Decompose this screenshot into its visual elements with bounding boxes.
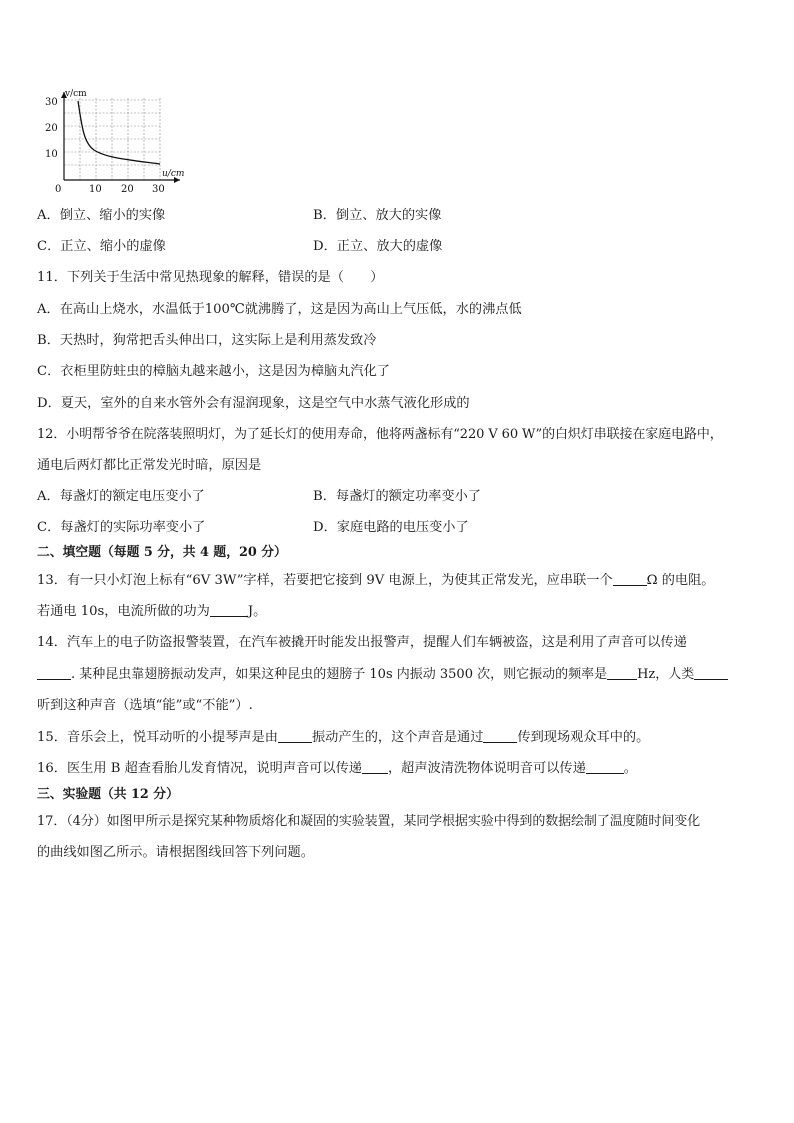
q10-option-a: A．倒立、缩小的实像 <box>37 208 166 223</box>
q16-text-b: ，超声波清洗物体说明音可以传递 <box>387 761 586 776</box>
q11-stem: 11．下列关于生活中常见热现象的解释，错误的是（ ） <box>37 270 384 285</box>
graph-grid <box>64 98 160 180</box>
q12-option-b: B．每盏灯的额定功率变小了 <box>313 489 481 504</box>
q14-text-b: Hz，人类 <box>637 667 695 682</box>
y-axis-label: v/cm <box>65 89 87 99</box>
q13-line1 <box>37 572 715 590</box>
image-distance-graph <box>40 88 190 198</box>
section-fill-in-heading: 二、填空题（每题 5 分，共 4 题，20 分） <box>37 545 287 560</box>
q11-option-a: A．在高山上烧水，水温低于100℃就沸腾了，这是因为高山上气压低，水的沸点低 <box>37 302 522 317</box>
q13-text-c: 若通电 10s，电流所做的功为 <box>37 604 210 619</box>
q13-text-d: J。 <box>247 604 267 619</box>
q13-text-a: 13．有一只小灯泡上标有“6V 3W”字样，若要把它接到 9V 电源上，为使其正常发光，应串联一个 <box>37 573 613 588</box>
q15-line <box>37 729 649 747</box>
y-tick-30: 30 <box>45 97 58 108</box>
q13-text-b: Ω 的电阻。 <box>646 573 715 588</box>
q17-line1: 17．（4分）如图甲所示是探究某种物质熔化和凝固的实验装置，某同学根据实验中得到的数据绘制了温度随时间变化 <box>37 814 701 829</box>
origin-label: 0 <box>55 184 62 195</box>
y-tick-20: 20 <box>45 123 58 134</box>
q14-line3: 听到这种声音（选填“能”或“不能”）. <box>37 698 253 713</box>
q13-blank-2 <box>210 603 248 617</box>
graph-curve <box>78 101 160 164</box>
q11-option-d: D．夏天，室外的自来水管外会有湿润现象，这是空气中水蒸气液化形成的 <box>37 396 470 411</box>
q14-text-a: . 某种昆虫靠翅膀振动发声，如果这种昆虫的翅膀子 10s 内振动 3500 次，则它振动的频率是 <box>71 667 608 682</box>
q12-stem-line2: 通电后两灯都比正常发光时暗，原因是 <box>37 458 262 473</box>
q14-line1: 14．汽车上的电子防盗报警装置，在汽车被撬开时能发出报警声，提醒人们车辆被盗，这是利用了声音可以传递 <box>37 635 687 650</box>
y-tick-10: 10 <box>45 149 58 160</box>
q14-line2 <box>37 666 728 684</box>
q16-blank-2 <box>586 760 624 774</box>
q16-text-a: 16．医生用 B 超查看胎儿发育情况，说明声音可以传递 <box>37 761 362 776</box>
q15-text-a: 15．音乐会上，悦耳动听的小提琴声是由 <box>37 730 278 745</box>
q16-blank-1 <box>362 760 388 774</box>
q14-blank-2 <box>607 666 637 680</box>
section-experiment-heading: 三、实验题（共 12 分） <box>37 787 179 802</box>
x-axis-label: u/cm <box>162 169 185 179</box>
q12-option-d: D．家庭电路的电压变小了 <box>313 520 469 535</box>
q12-option-a: A．每盏灯的额定电压变小了 <box>37 489 205 504</box>
q10-option-c: C．正立、缩小的虚像 <box>37 239 166 254</box>
q16-text-c: 。 <box>623 761 637 776</box>
q13-line2 <box>37 603 266 621</box>
q10-option-b: B．倒立、放大的实像 <box>313 208 442 223</box>
q15-text-b: 振动产生的，这个声音是通过 <box>311 730 484 745</box>
q11-option-b: B．天热时，狗常把舌头伸出口，这实际上是利用蒸发致冷 <box>37 333 377 348</box>
q16-line <box>37 760 637 778</box>
q13-blank-1 <box>613 572 647 586</box>
q15-blank-1 <box>278 729 312 743</box>
q15-text-c: 传到现场观众耳中的。 <box>517 730 650 745</box>
q12-option-c: C．每盏灯的实际功率变小了 <box>37 520 206 535</box>
q10-option-d: D．正立、放大的虚像 <box>313 239 443 254</box>
q14-blank-1 <box>37 666 71 680</box>
x-tick-20: 20 <box>121 184 134 195</box>
q17-line2: 的曲线如图乙所示。请根据图线回答下列问题。 <box>37 845 314 860</box>
q15-blank-2 <box>483 729 517 743</box>
q14-blank-3 <box>694 666 728 680</box>
q12-stem-line1: 12．小明帮爷爷在院落装照明灯，为了延长灯的使用寿命，他将两盏标有“220 V 60 W”的白炽灯串联接在家庭电路中， <box>37 427 723 442</box>
q11-option-c: C．衣柜里防蛀虫的樟脑丸越来越小，这是因为樟脑丸汽化了 <box>37 364 390 379</box>
x-tick-10: 10 <box>89 184 102 195</box>
x-tick-30: 30 <box>152 184 165 195</box>
